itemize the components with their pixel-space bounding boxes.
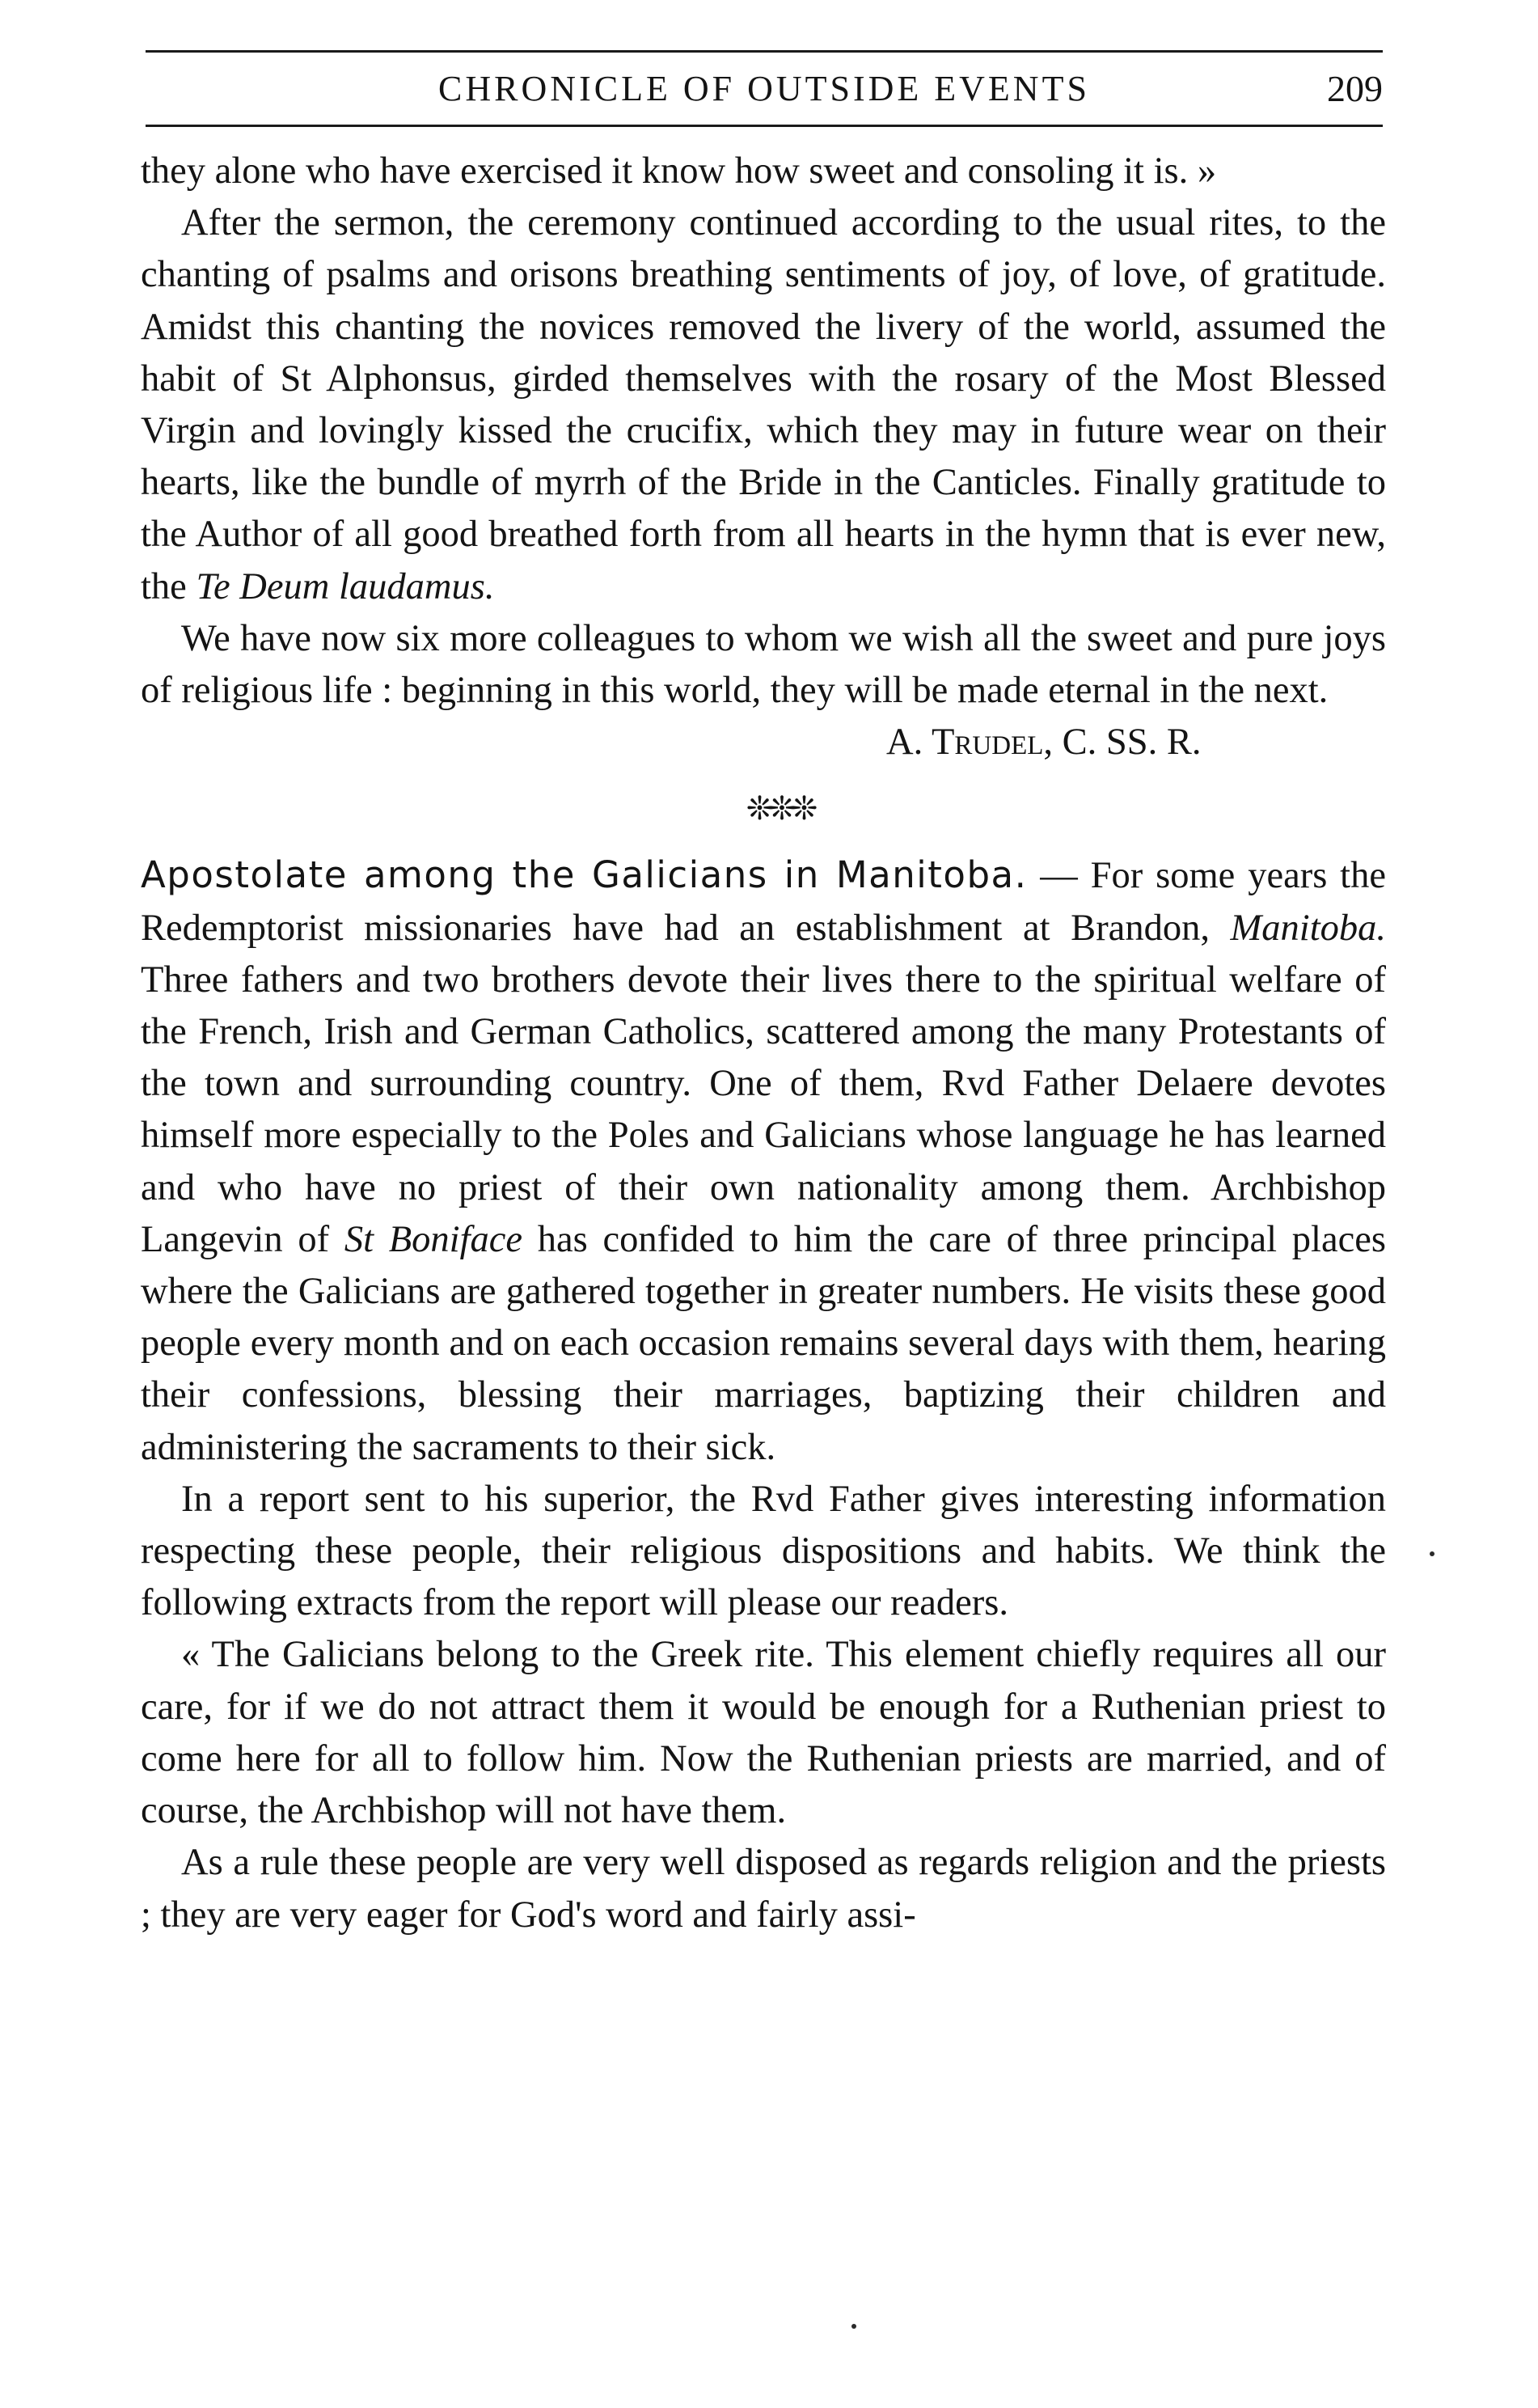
apostolate-text-a: — For some years the Redemptorist missionaries have had an establishment at Brandon, bbox=[141, 855, 1386, 949]
body-text bbox=[141, 146, 1386, 1941]
hymn-title: Te Deum laudamus. bbox=[196, 565, 495, 607]
paragraph-dispositions: As a rule these people are very well disposed as regards religion and the priests ; they are very eager for God's word and fairly assi- bbox=[141, 1842, 1386, 1936]
paragraph-continuation: they alone who have exercised it know how sweet and consoling it is. » bbox=[141, 150, 1217, 192]
page-number: 209 bbox=[1327, 68, 1383, 109]
apostolate-text-c: has confided to him the care of three principal places where the Galicians are gathered together in greater numbers. He visits these good people every month and on each occasion remains several days with them, hearing their confessions, blessing their marriages, baptizing their children and administering the sacraments to their sick. bbox=[141, 1218, 1386, 1468]
place-st-boniface: St Boniface bbox=[344, 1218, 523, 1260]
author-signature: A. Trudel, C. SS. R. bbox=[886, 722, 1202, 764]
running-header bbox=[146, 50, 1383, 131]
running-title: CHRONICLE OF OUTSIDE EVENTS bbox=[438, 69, 1090, 108]
apostolate-text-b: Three fathers and two brothers devote their lives there to the spiritual welfare of the French, Irish and German Catholics, scattered among the many Protestants of the town and surrounding country. One of them, Rvd Father Delaere devotes himself more especially to the Poles and Galicians whose language he has learned and who have no priest of their own nationality among them. Archbishop Langevin of bbox=[141, 959, 1386, 1260]
place-manitoba: Manitoba. bbox=[1230, 907, 1386, 949]
paragraph-colleagues: We have now six more colleagues to whom we wish all the sweet and pure joys of religious life : beginning in this world, they will be made eternal in the next. bbox=[141, 617, 1386, 712]
header-bottom-rule bbox=[146, 125, 1383, 127]
section-ornament: ❊❊❊ bbox=[746, 790, 813, 827]
margin-speck bbox=[1430, 1551, 1434, 1556]
paragraph-ceremony bbox=[141, 197, 1386, 613]
paragraph-report: In a report sent to his superior, the Rvd Father gives interesting information respecting these people, their religious dispositions and habits. We think the following extracts from the report will please our readers. bbox=[141, 1478, 1386, 1624]
paragraph-galicians-rite: « The Galicians belong to the Greek rite. This element chiefly requires all our care, for if we do not attract them it would be enough for a Ruthenian priest to come here for all to follow him. Now the Ruthenian priests are married, and of course, the Archbishop will not have them. bbox=[141, 1634, 1386, 1832]
ceremony-text: After the sermon, the ceremony continued according to the usual rites, to the chanting of psalms and orisons breathing sentiments of joy, of love, of gratitude. Amidst this chanting the novices removed the livery of the world, assumed the habit of St Alphonsus, girded themselves with the rosary of the Most Blessed Virgin and lovingly kissed the crucifix, which they may in future wear on their hearts, like the bundle of myrrh of the Bride in the Canticles. Finally gratitude to the Author of all good breathed forth from all hearts in the hymn that is ever new, the bbox=[141, 202, 1386, 607]
paragraph-apostolate bbox=[141, 849, 1386, 1473]
bottom-speck bbox=[851, 2324, 856, 2329]
section-heading: Apostolate among the Galicians in Manitoba. bbox=[141, 853, 1028, 897]
header-top-rule bbox=[146, 50, 1383, 53]
